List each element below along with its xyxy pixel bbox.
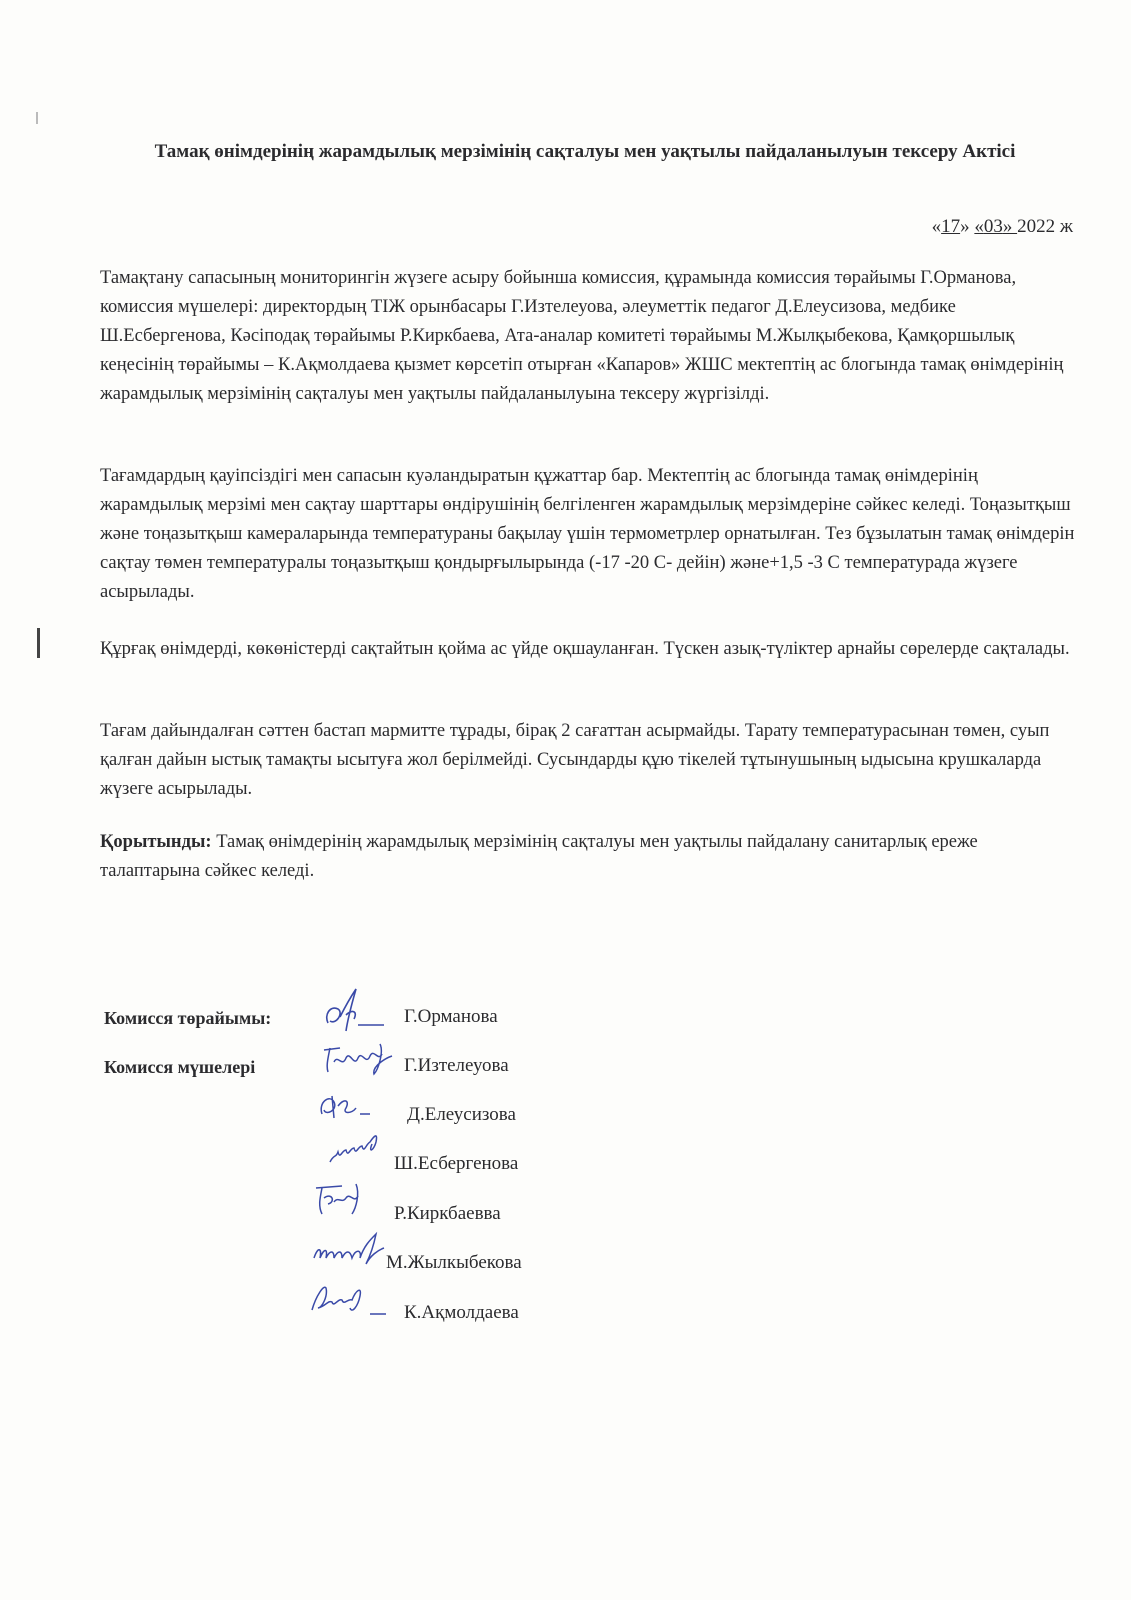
- signature-akm: [306, 1278, 388, 1320]
- signature-kir: [312, 1180, 372, 1218]
- date-month: 03: [983, 216, 1003, 237]
- chair-label: Комисся төрайымы:: [104, 1008, 272, 1028]
- signatory-name: Ш.Есбергенова: [394, 1153, 519, 1174]
- paragraph-commission: Тамақтану сапасының мониторингін жүзеге асыру бойынша комиссия, құрамында комиссия төрайымы Г.Орманова, комиссия мүшелері: директордың ТІЖ орынбасары Г.Изтелеуова, әлеуметтік педагог Д.Елеусизова, медбике Ш.Есбергенова, Кәсіподақ төрайымы Р.Киркбаева, Ата-аналар комитеті төрайымы М.Жылқыбекова, Қамқоршылық кеңесінің төрайымы – К.Ақмолдаева қызмет көрсетіп отырған «Капаров» ЖШС мектептің ас блогында тамақ өнімдерінің жарамдылық мерзімінің сақталуы мен уақтылы пайдаланылуына тексеру жүргізілді.: [100, 268, 1064, 404]
- paragraph-storage: Құрғақ өнімдерді, көкөністерді сақтайтын қойма ас үйде оқшауланған. Түскен азық-түліктер арнайы сөрелерде сақталады.: [100, 639, 1070, 659]
- signature-zhyl: [308, 1228, 386, 1268]
- signature-izt: [320, 1040, 396, 1080]
- conclusion-label: Қорытынды:: [100, 832, 212, 852]
- conclusion-text: Тамақ өнімдерінің жарамдылық мерзімінің сақталуы мен уақтылы пайдалану санитарлық ереже талаптарына сәйкес келеді.: [100, 832, 978, 881]
- signatory-name: Д.Елеусизова: [407, 1104, 516, 1125]
- signatory-name: Р.Киркбаевва: [394, 1203, 501, 1224]
- document-date: «17» «03» 2022 ж: [931, 216, 1073, 237]
- signatory-name: Г.Орманова: [404, 1006, 498, 1027]
- signatory-name: К.Ақмолдаева: [404, 1302, 519, 1323]
- scan-mark: [36, 112, 38, 124]
- paragraph-serving: Тағам дайындалған сәттен бастап мармитте тұрады, бірақ 2 сағаттан асырмайды. Тарату температурасынан төмен, суып қалған дайын ыстық тамақты ысытуға жол берілмейді. Сусындарды құю тікелей тұтынушының ыдысына крушкаларда жүзеге асырылады.: [100, 721, 1050, 799]
- date-day: 17: [941, 216, 961, 237]
- signature-ele: [316, 1088, 372, 1124]
- document-title: Тамақ өнімдерінің жарамдылық мерзімінің сақталуы мен уақтылы пайдаланылуын тексеру Актісі: [154, 141, 1016, 162]
- signature-esb: [326, 1128, 386, 1170]
- paragraph-conclusion: [100, 828, 1080, 886]
- paragraph-documents: Тағамдардың қауіпсіздігі мен сапасын куәландыратын құжаттар бар. Мектептің ас блогында тамақ өнімдерінің жарамдылық мерзімі мен сақтау шарттары өндірушінің белгіленген жарамдылық мерзімдеріне сәйкес келеді. Тоңазытқыш және тоңазытқыш камераларында температураны бақылау үшін термометрлер орнатылған. Тез бұзылатын тамақ өнімдерін сақтау төмен температуралы тоңазытқыш қондырғылырында (-17 -20 С- дейін) және+1,5 -3 С температурада жүзеге асырылады.: [100, 466, 1075, 602]
- signatory-name: М.Жылкыбекова: [386, 1252, 522, 1273]
- date-year: 2022 ж: [1017, 216, 1073, 237]
- signature-orm: [322, 985, 392, 1035]
- signatory-name: Г.Изтелеуова: [404, 1055, 509, 1076]
- members-label: Комисся мүшелері: [104, 1057, 256, 1077]
- scan-mark: [37, 628, 40, 658]
